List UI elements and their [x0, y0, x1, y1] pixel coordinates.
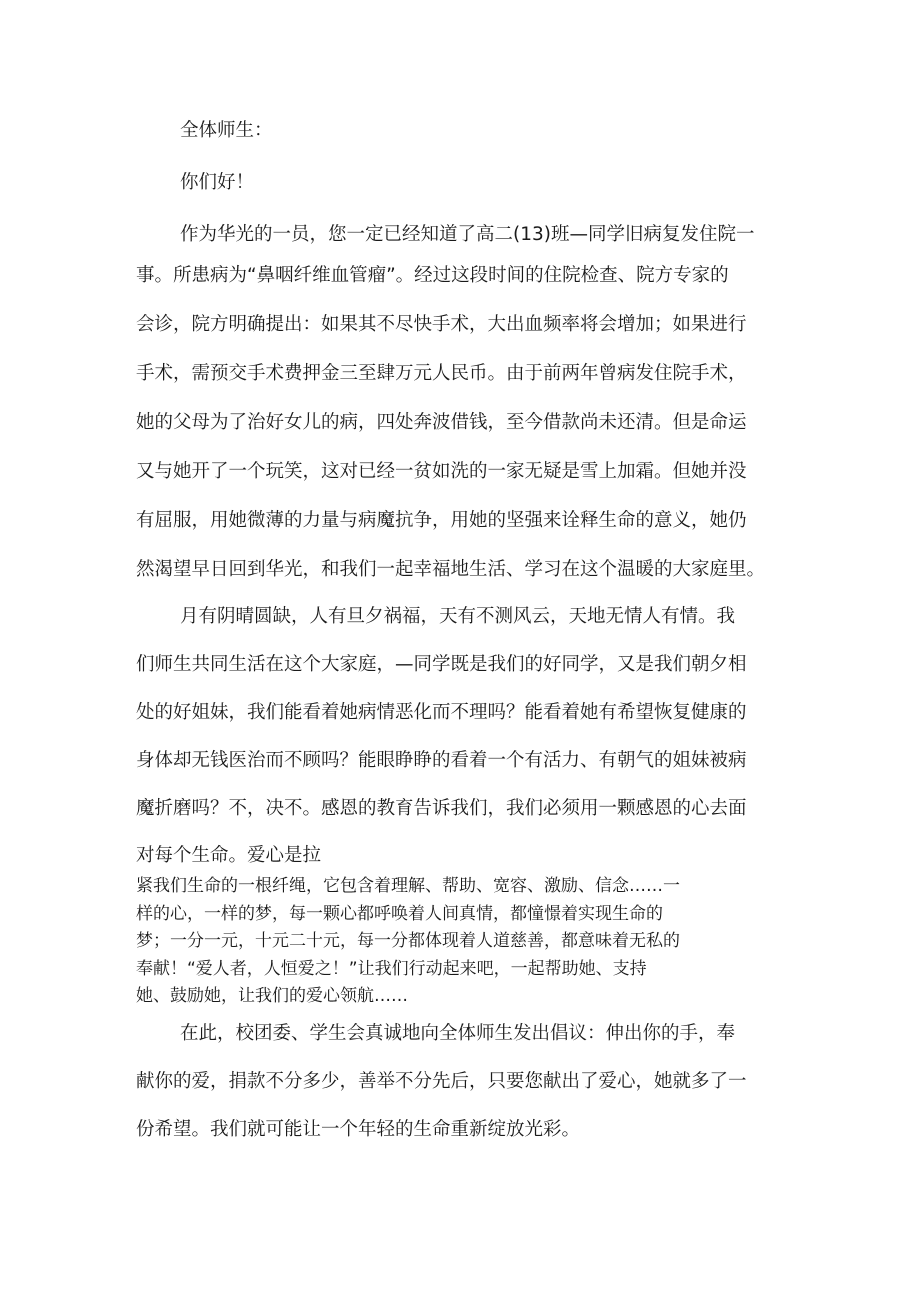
- paragraph-line: 月有阴晴圆缺，人有旦夕祸福，天有不测风云，天地无情人有情。我: [180, 606, 736, 627]
- paragraph-line: 作为华光的一员，您一定已经知道了高二(13)班—同学旧病复发住院一: [180, 224, 755, 245]
- paragraph-line: 魔折磨吗？不，决不。感恩的教育告诉我们，我们必须用一颗感恩的心去面: [136, 798, 747, 819]
- paragraph-line: 有屈服，用她微薄的力量与病魔抗争，用她的坚强来诠释生命的意义，她仍: [136, 510, 747, 531]
- paragraph-line: 手术，需预交手术费押金三至肆万元人民币。由于前两年曾病发住院手术，: [136, 363, 747, 384]
- paragraph-line: 处的好姐妹，我们能看着她病情恶化而不理吗？能看着她有希望恢复健康的: [136, 702, 747, 723]
- paragraph-line: 献你的爱，捐款不分多少，善举不分先后，只要您献出了爱心，她就多了一: [136, 1071, 747, 1092]
- hello: 你们好！: [180, 172, 255, 193]
- greeting: 全体师生：: [180, 120, 273, 141]
- paragraph-line: 们师生共同生活在这个大家庭，—同学既是我们的好同学，又是我们朝夕相: [136, 654, 747, 675]
- paragraph-line: 奉献！“爱人者，人恒爱之！”让我们行动起来吧，一起帮助她、支持: [136, 959, 647, 979]
- paragraph-line: 样的心，一样的梦，每一颗心都呼唤着人间真情，都憧憬着实现生命的: [136, 904, 663, 924]
- paragraph-line: 又与她开了一个玩笑，这对已经一贫如洗的一家无疑是雪上加霜。但她并没: [136, 461, 747, 482]
- paragraph-line: 梦；一分一元，十元二十元，每一分都体现着人道慈善，都意味着无私的: [136, 931, 680, 951]
- paragraph-line: 紧我们生命的一根纤绳，它包含着理解、帮助、宽容、激励、信念……一: [136, 876, 680, 896]
- paragraph-line: 然渴望早日回到华光，和我们一起幸福地生活、学习在这个温暖的大家庭里。: [136, 559, 766, 580]
- paragraph-line: 她的父母为了治好女儿的病，四处奔波借钱，至今借款尚未还清。但是命运: [136, 412, 747, 433]
- paragraph-line: 她、鼓励她，让我们的爱心领航……: [136, 986, 408, 1006]
- paragraph-line: 会诊，院方明确提出：如果其不尽快手术，大出血频率将会增加；如果进行: [136, 314, 747, 335]
- paragraph-line: 在此，校团委、学生会真诚地向全体师生发出倡议：伸出你的手，奉: [180, 1023, 736, 1044]
- paragraph-line: 份希望。我们就可能让一个年轻的生命重新绽放光彩。: [136, 1119, 581, 1140]
- paragraph-line: 对每个生命。爱心是拉: [136, 845, 322, 866]
- paragraph-line: 身体却无钱医治而不顾吗？能眼睁睁的看着一个有活力、有朝气的姐妹被病: [136, 750, 747, 771]
- paragraph-line: 事。所患病为“鼻咽纤维血管瘤”。经过这段时间的住院检查、院方专家的: [136, 265, 729, 286]
